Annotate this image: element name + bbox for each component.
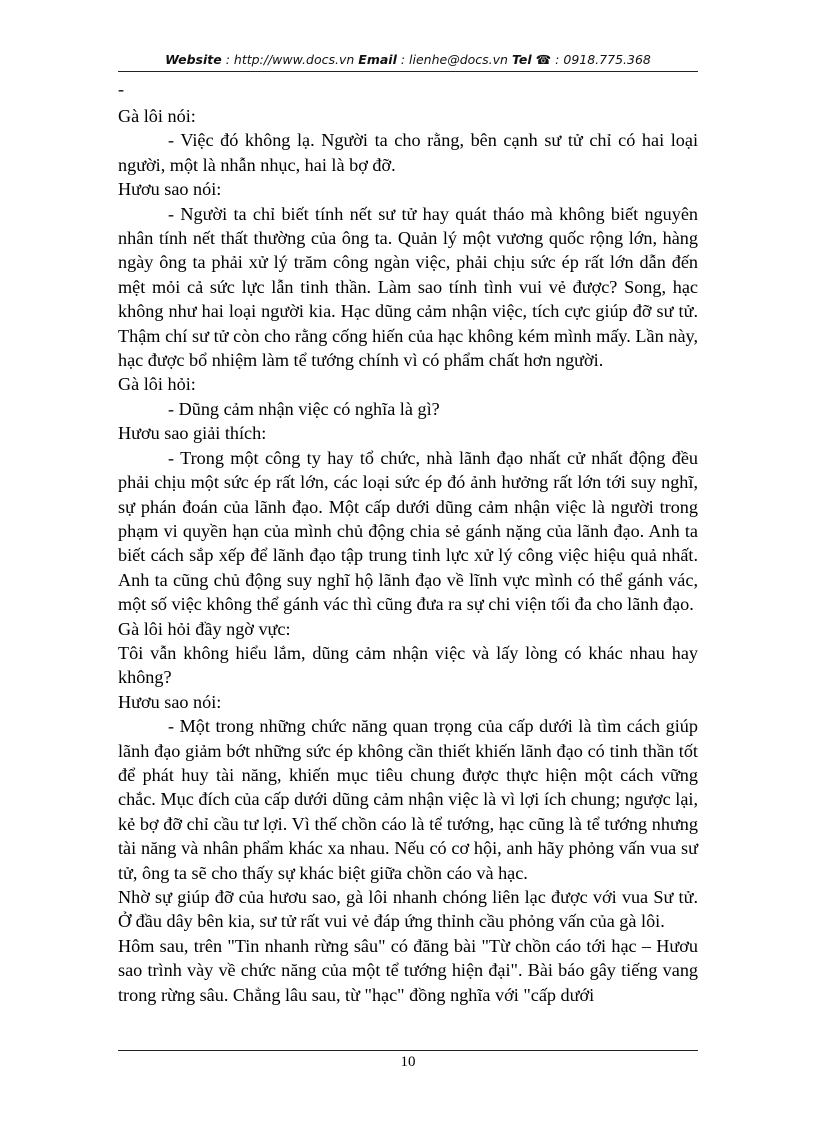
tel-label: Tel [511,52,532,67]
paragraph: - Dũng cảm nhận việc có nghĩa là gì? [168,398,440,419]
footer-rule [118,1050,698,1051]
website-url[interactable]: http://www.docs.vn [233,52,355,67]
paragraph: - Người ta chỉ biết tính nết sư tử hay quát tháo mà không biết nguyên nhân tính nết thất thường của ông ta. Quản lý một vương quốc rộng lớn, hàng ngày ông ta phải xử lý trăm công ngàn việc, phải chịu sức ép rất lớn dẫn đến mệt mỏi cả sức lực lẫn tinh thần. Làm sao tính tình vui vẻ được? Song, hạc không như hai loại người kia. Hạc dũng cảm nhận việc, tích cực giúp đỡ sư tử. Thậm chí sư tử còn cho rằng cống hiến của hạc không kém mình mấy. Lần này, hạc được bổ nhiệm làm tể tướng chính vì có phẩm chất hơn người. [118,203,698,371]
tel-value: 0918.775.368 [563,52,651,67]
paragraph: Nhờ sự giúp đỡ của hươu sao, gà lôi nhanh chóng liên lạc được với vua Sư tử. Ở đầu dây bên kia, sư tử rất vui vẻ đáp ứng thỉnh cầu phỏng vấn của gà lôi. [118,887,698,932]
paragraph: Hươu sao nói: [118,179,222,200]
page-header [118,52,698,67]
paragraph: - Trong một công ty hay tổ chức, nhà lãnh đạo nhất cử nhất động đều phải chịu một sức ép rất lớn, các loại sức ép đó ảnh hưởng rất lớn tới suy nghĩ, sự phán đoán của lãnh đạo. Một cấp dưới dũng cảm nhận việc là người trong phạm vi quyền hạn của mình chủ động chia sẻ gánh nặng của lãnh đạo. Anh ta biết cách sắp xếp để lãnh đạo tập trung tinh lực xử lý công việc hiệu quả nhất. Anh ta cũng chủ động suy nghĩ hộ lãnh đạo về lĩnh vực mình có thể gánh vác, một số việc không thể gánh vác thì cũng đưa ra sự chi viện tối đa cho lãnh đạo. [118,447,698,615]
paragraph: Hôm sau, trên "Tin nhanh rừng sâu" có đăng bài "Từ chồn cáo tới hạc – Hươu sao trình vày về chức năng của một tể tướng hiện đại". Bài báo gây tiếng vang trong rừng sâu. Chẳng lâu sau, từ "hạc" đồng nghĩa với "cấp dưới [118,935,698,1005]
paragraph: Hươu sao giải thích: [118,423,267,444]
paragraph: Gà lôi nói: [118,106,196,126]
header-separator: : [221,52,234,67]
paragraph: Tôi vẫn không hiểu lắm, dũng cảm nhận việc và lấy lòng có khác nhau hay không? [118,642,698,688]
paragraph: Gà lôi hỏi: [118,374,196,395]
paragraph: Hươu sao nói: [118,691,222,712]
email-value[interactable]: lienhe@docs.vn [409,52,508,67]
page-number: 10 [400,1054,416,1070]
header-separator: : [396,52,410,67]
paragraph: - Việc đó không lạ. Người ta cho rằng, bên cạnh sư tử chỉ có hai loại người, một là nhẫn nhục, hai là bợ đỡ. [118,130,698,175]
paragraph: - Một trong những chức năng quan trọng của cấp dưới là tìm cách giúp lãnh đạo giảm bớt những sức ép không cần thiết khiến lãnh đạo có tinh thần tốt để phát huy tài năng, khiến mục tiêu chung được thực hiện một cách vững chắc. Mục đích của cấp dưới dũng cảm nhận việc là vì lợi ích chung; ngược lại, kẻ bợ đỡ chỉ cầu tư lợi. Vì thế chồn cáo là tể tướng, hạc cũng là tể tướng nhưng tài năng và nhân phẩm khác xa nhau. Nếu có cơ hội, anh hãy phỏng vấn vua sư tử, ông ta sẽ cho thấy sự khác biệt giữa chồn cáo và hạc. [118,716,698,883]
header-separator: : [551,52,564,67]
paragraph: Gà lôi hỏi đầy ngờ vực: [118,618,291,639]
phone-icon: ☎ [535,52,552,67]
header-rule [118,71,698,72]
document-body [118,80,698,1007]
email-label: Email [358,52,397,67]
stray-mark: - [118,79,125,99]
website-label: Website [165,52,222,67]
